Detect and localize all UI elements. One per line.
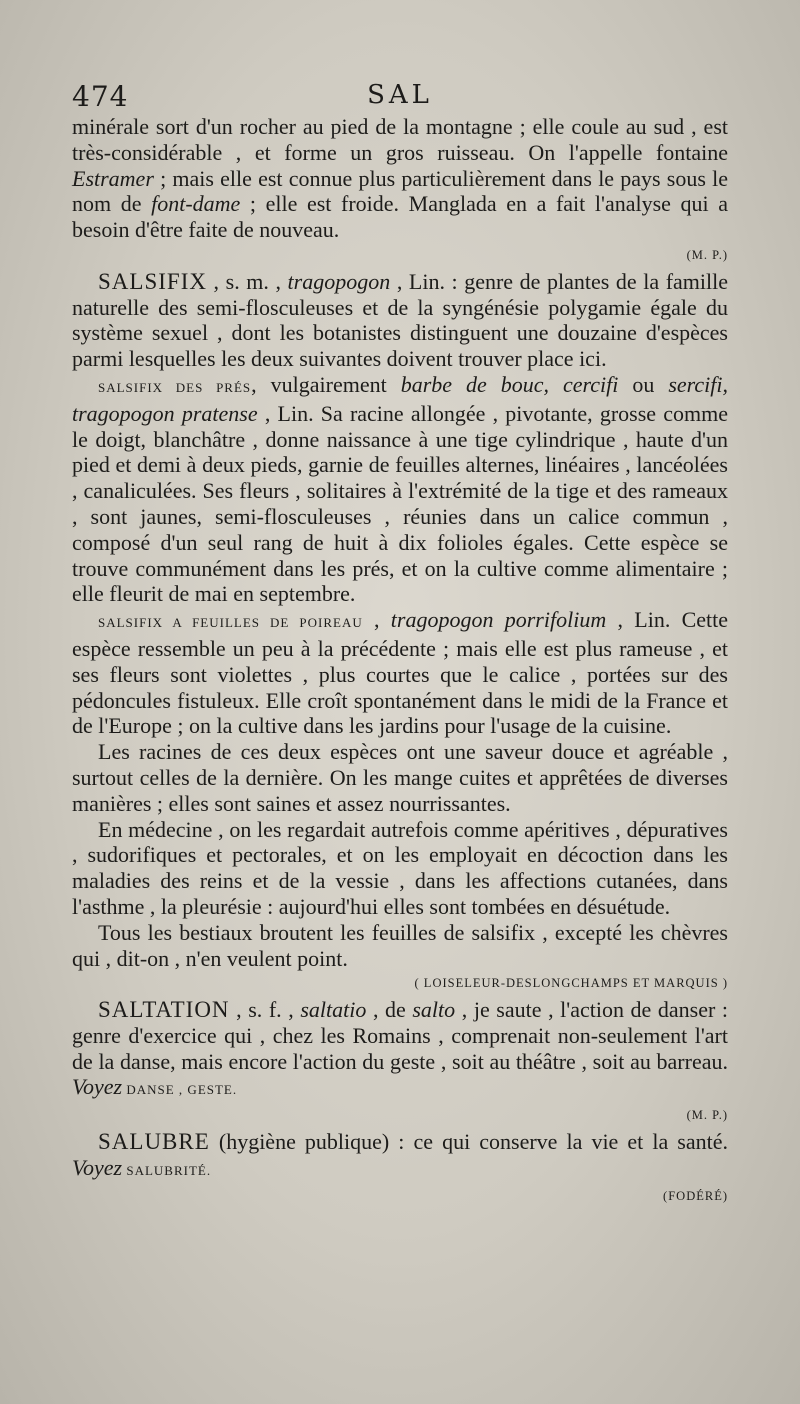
paragraph-medecine: En médecine , on les regardait autrefois comme apéritives , dépuratives , sudorifiques et pectorales, et on les employait en décoction dans les maladies des reins et de la vessie , dans les affections cutanées, dans l'asthme , la pleurésie : aujourd'hui elles sont tombées en désuétude.: [72, 816, 728, 919]
cross-reference: DANSE , GESTE.: [122, 1082, 238, 1098]
author-credit: (M. P.): [686, 247, 728, 262]
page-header: [72, 80, 728, 116]
page-number: 474: [72, 80, 129, 113]
entry-headword: SALSIFIX: [98, 268, 207, 294]
entry-headword: SALUBRE: [98, 1129, 210, 1155]
cross-reference: SALUBRITÉ.: [122, 1162, 212, 1178]
body-text: [72, 114, 728, 1209]
entry-salubre: SALUBRE (hygiène publique) : ce qui conserve la vie et la santé. Voyez SALUBRITÉ.: [72, 1129, 728, 1180]
subentry-heading: SALSIFIX A FEUILLES DE POIREAU: [98, 615, 363, 631]
paragraph-continuation: minérale sort d'un rocher au pied de la montagne ; elle coule au sud , est très-considérable , et forme un gros ruisseau. On l'appelle fontaine Estramer ; mais elle est connue plus particulièrement dans le pays sous le nom de font-dame ; elle est froide. Manglada en a fait l'analyse qui a besoin d'être faite de nouveau.: [72, 114, 728, 243]
paragraph-bestiaux: Tous les bestiaux broutent les feuilles de salsifix , excepté les chèvres qui , dit-on , n'en veulent point.: [72, 919, 728, 971]
author-credit: (M. P.): [686, 1108, 728, 1123]
subentry-salsifix-feuilles-poireau: SALSIFIX A FEUILLES DE POIREAU , tragopogon porrifolium , Lin. Cette espèce ressemble un peu à la précédente ; mais elle est plus rameuse , et ses fleurs sont violettes , plus courtes que le calice , portées sur des pédoncules fistuleux. Elle croît spontanément dans le midi de la France et de l'Europe ; on la cultive dans les jardins pour l'usage de la cuisine.: [72, 607, 729, 739]
entry-headword: SALTATION: [98, 997, 230, 1023]
subentry-salsifix-des-pres: SALSIFIX DES PRÉS, vulgairement barbe de bouc, cercifi ou sercifi, tragopogon pratense , Lin. Sa racine allongée , pivotante, grosse comme le doigt, blanchâtre , donne naissance à une tige cylindrique , haute d'un pied et demi à deux pieds, garnie de feuilles alternes, linéaires , lancéolées , canaliculées. Ses fleurs , solitaires à l'extrémité de la tige et des rameaux , sont jaunes, semi-flosculeuses , réunies dans un calice commun , composé d'un seul rang de huit à dix folioles égales. Cette espèce se trouve communément dans les prés, et on la cultive comme alimentaire ; elle fleurit de mai en septembre.: [72, 371, 729, 607]
subentry-heading: SALSIFIX DES PRÉS: [98, 379, 252, 395]
author-credit: (FODÉRÉ): [663, 1188, 728, 1203]
entry-saltation: SALTATION , s. f. , saltatio , de salto , je saute , l'action de danser : genre d'exercice qui , chez les Romains , comprenait non-seulement l'art de la danse, mais encore l'action du geste , soit au théâtre , soit au barreau. Voyez DANSE , GESTE.: [72, 997, 729, 1100]
author-credit: ( LOISELEUR-DESLONGCHAMPS ET MARQUIS ): [414, 976, 728, 991]
entry-salsifix: SALSIFIX , s. m. , tragopogon , Lin. : genre de plantes de la famille naturelle des semi-flosculeuses et de la syngénésie polygamie égale du système sexuel , dont les botanistes distinguent une douzaine d'espèces parmi lesquelles les deux suivantes doivent trouver place ici.: [72, 268, 728, 372]
paragraph-racines: Les racines de ces deux espèces ont une saveur douce et agréable , surtout celles de la dernière. On les mange cuites et apprêtées de diverses manières ; elles sont saines et assez nourrissantes.: [72, 739, 728, 816]
running-head: SAL: [367, 80, 433, 110]
